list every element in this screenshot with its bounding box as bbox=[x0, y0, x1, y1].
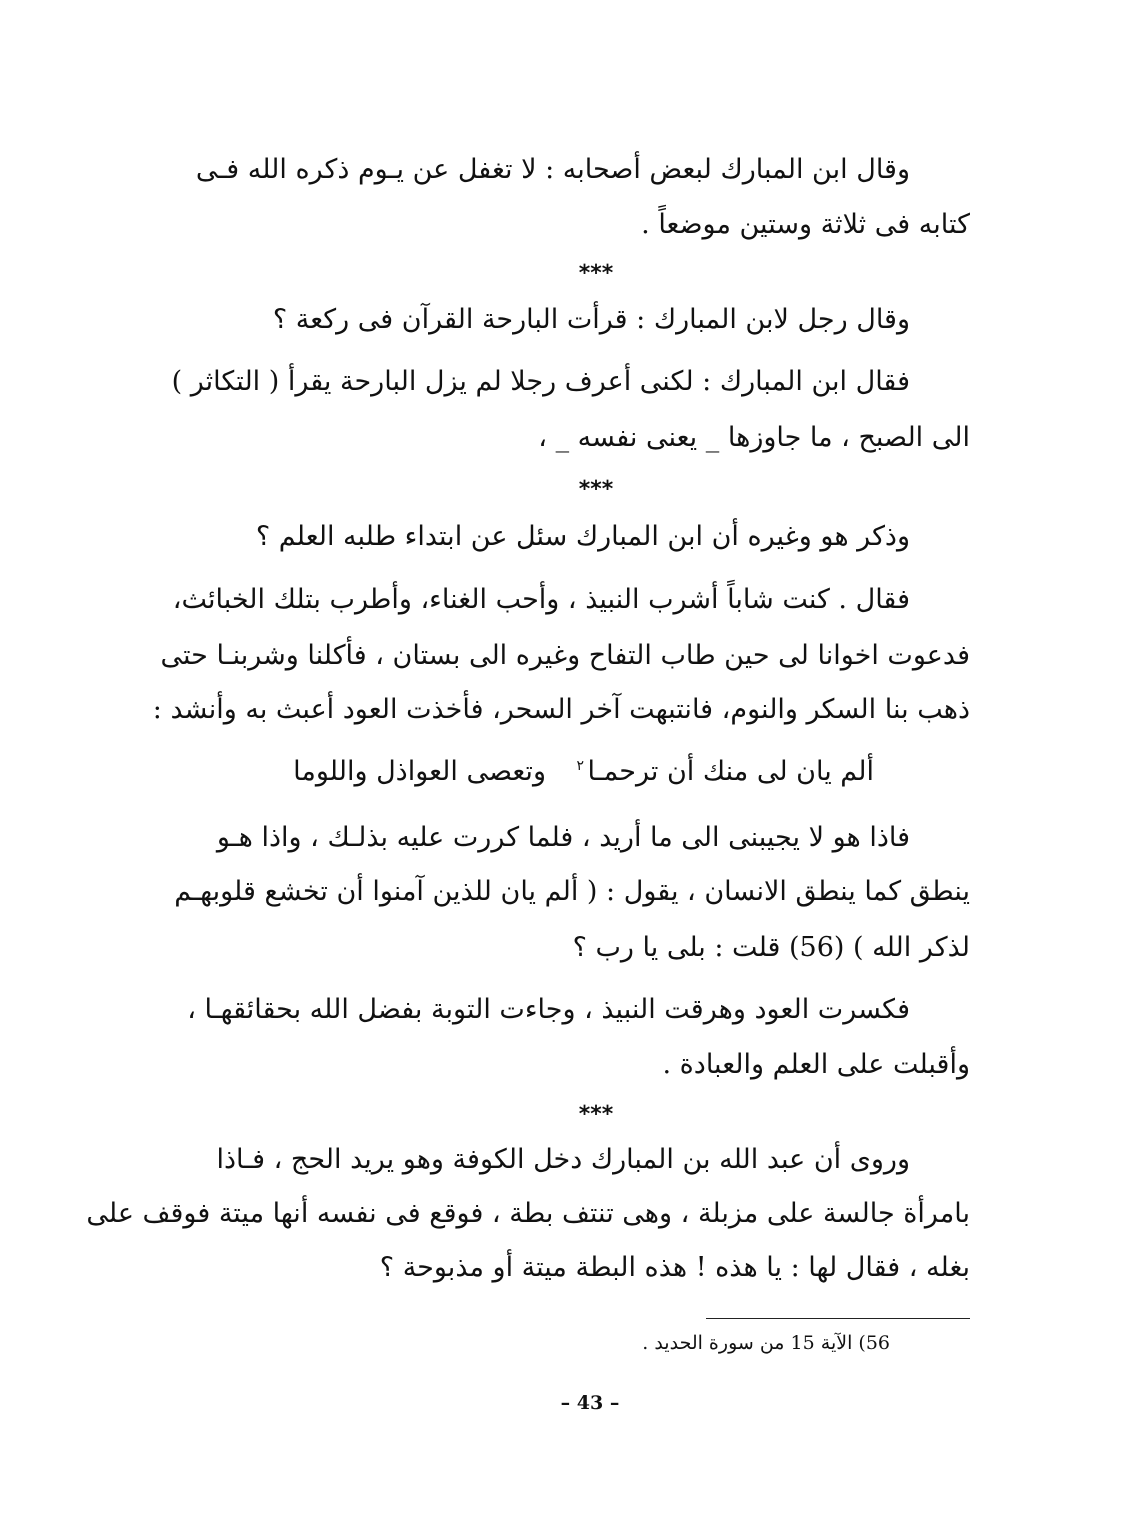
footnote: 56) الآية 15 من سورة الحديد . bbox=[642, 1332, 890, 1354]
verse-separator: ٢ bbox=[576, 758, 584, 774]
text-line: وقال ابن المبارك لبعض أصحابه : لا تغفل عن يـوم ذكره الله فـى bbox=[195, 154, 910, 185]
verse-first-hemistich: ألم يان لى منك أن ترحمـا bbox=[587, 756, 874, 787]
text-line: فقال ابن المبارك : لكنى أعرف رجلا لم يزل البارحة يقرأ ( التكاثر ) bbox=[171, 366, 910, 397]
text-line: بامرأة جالسة على مزبلة ، وهى تنتف بطة ، فوقع فى نفسه أنها ميتة فوقف على bbox=[86, 1198, 970, 1229]
text-line: وأقبلت على العلم والعبادة . bbox=[662, 1049, 970, 1080]
text-line: فقال . كنت شاباً أشرب النبيذ ، وأحب الغناء، وأطرب بتلك الخبائث، bbox=[172, 584, 910, 615]
footnote-divider bbox=[706, 1318, 970, 1319]
text-line: وذكر هو وغيره أن ابن المبارك سئل عن ابتداء طلبه العلم ؟ bbox=[255, 521, 910, 552]
text-line: فكسرت العود وهرقت النبيذ ، وجاءت التوبة بفضل الله بحقائقهـا ، bbox=[187, 994, 910, 1025]
text-line: كتابه فى ثلاثة وستين موضعاً . bbox=[641, 209, 970, 240]
text-line: الى الصبح ، ما جاوزها _ يعنى نفسه _ ، bbox=[538, 422, 970, 453]
text-line: فاذا هو لا يجيبنى الى ما أريد ، فلما كررت عليه بذلـك ، واذا هـو bbox=[216, 822, 910, 853]
text-line: ذهب بنا السكر والنوم، فانتبهت آخر السحر، فأخذت العود أعبث به وأنشد : bbox=[152, 694, 970, 725]
separator-stars: *** bbox=[578, 261, 614, 286]
text-line: بغله ، فقال لها : يا هذه ! هذه البطة ميتة أو مذبوحة ؟ bbox=[379, 1252, 970, 1283]
section-separator bbox=[222, 1103, 970, 1127]
verse-second-hemistich: وتعصى العواذل واللوما bbox=[293, 756, 546, 787]
section-separator bbox=[222, 262, 970, 286]
text-line: فدعوت اخوانا لى حين طاب التفاح وغيره الى بستان ، فأكلنا وشربنـا حتى bbox=[160, 640, 970, 671]
text-line: ينطق كما ينطق الانسان ، يقول : ( ألم يان للذين آمنوا أن تخشع قلوبهـم bbox=[174, 876, 970, 907]
text-line: وقال رجل لابن المبارك : قرأت البارحة القرآن فى ركعة ؟ bbox=[272, 304, 910, 335]
text-line: وروى أن عبد الله بن المبارك دخل الكوفة وهو يريد الحج ، فـاذا bbox=[216, 1144, 910, 1175]
separator-stars: *** bbox=[578, 1102, 614, 1127]
separator-stars: *** bbox=[578, 477, 614, 502]
page-number: – 43 – bbox=[560, 1392, 620, 1414]
section-separator bbox=[222, 478, 970, 502]
text-line: لذكر الله ) (56) قلت : بلى يا رب ؟ bbox=[572, 932, 970, 963]
